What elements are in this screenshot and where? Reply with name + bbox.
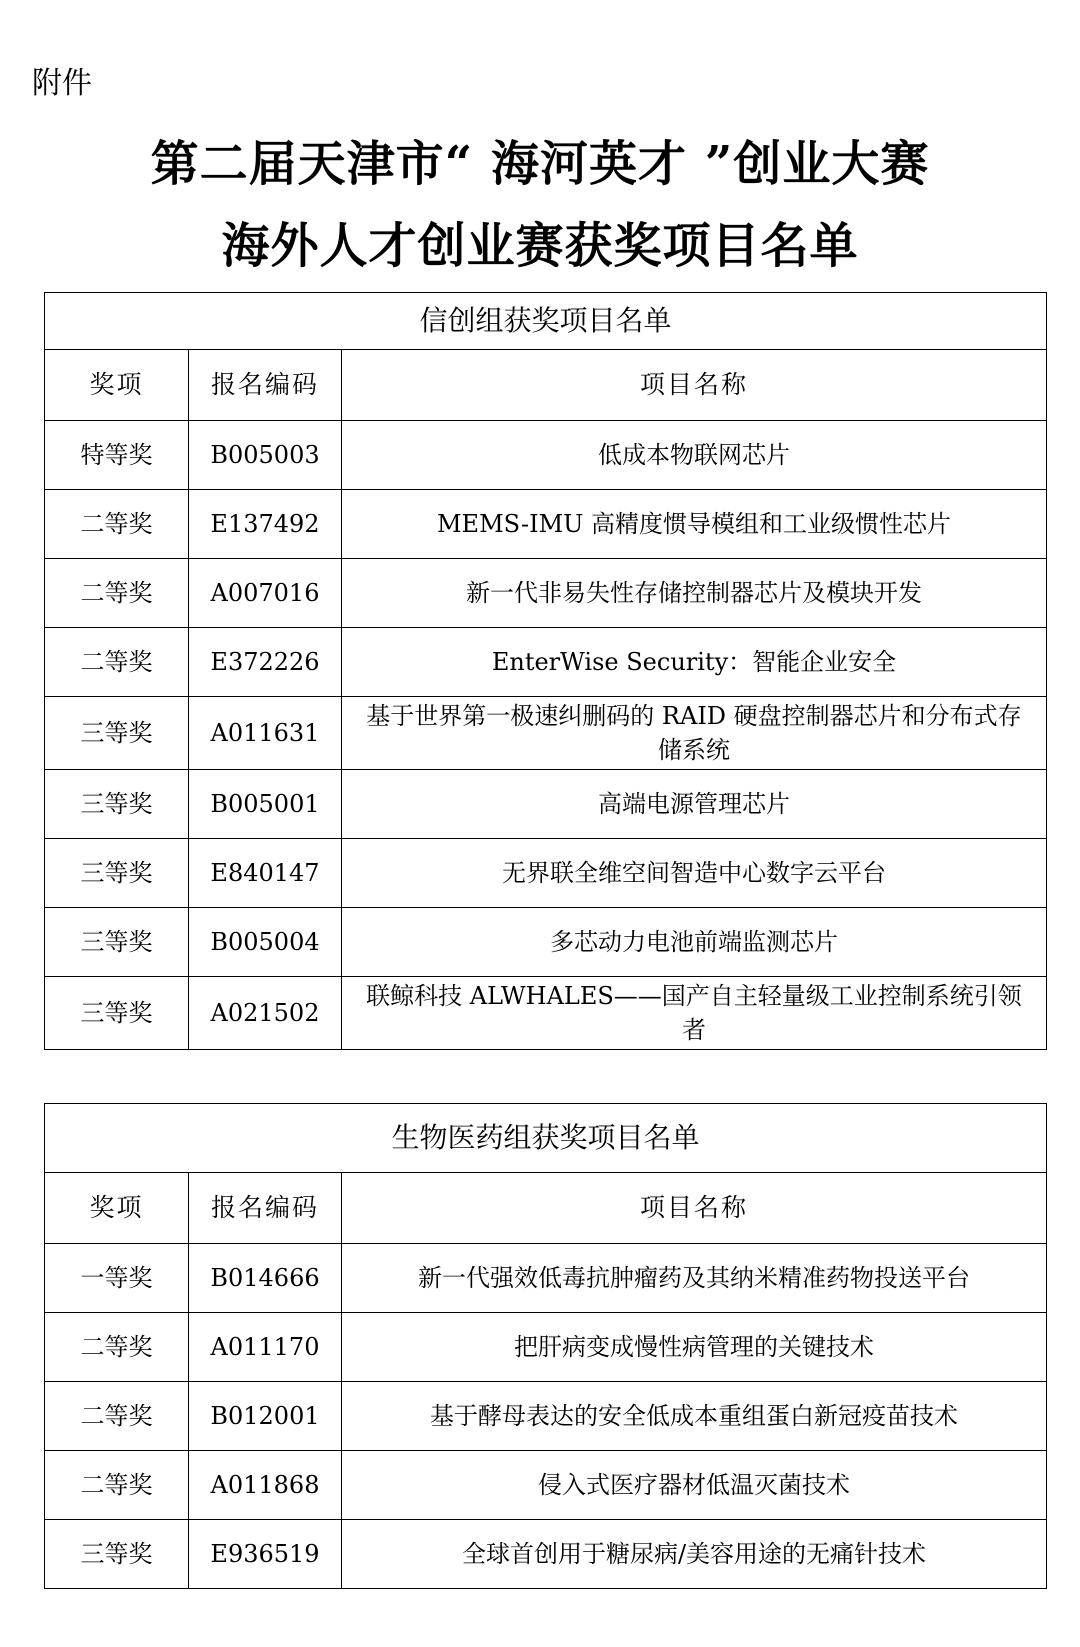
code-cell: A011170 [189,1313,342,1382]
code-cell: B014666 [189,1244,342,1313]
column-header-award: 奖项 [45,1173,189,1244]
code-cell: A011631 [189,697,342,770]
project-cell: 新一代强效低毒抗肿瘤药及其纳米精准药物投送平台 [342,1244,1047,1313]
project-cell: 把肝病变成慢性病管理的关键技术 [342,1313,1047,1382]
project-cell: 多芯动力电池前端监测芯片 [342,908,1047,977]
biomedicine-awards-table [44,1103,1047,1589]
code-cell: E936519 [189,1520,342,1589]
award-cell: 二等奖 [45,1313,189,1382]
award-cell: 三等奖 [45,770,189,839]
code-cell: E137492 [189,490,342,559]
table-row [45,1313,1047,1382]
code-cell: B005001 [189,770,342,839]
table-row [45,421,1047,490]
table-row [45,628,1047,697]
award-cell: 三等奖 [45,977,189,1050]
code-cell: B005004 [189,908,342,977]
award-cell: 二等奖 [45,628,189,697]
page-title-line2: 海外人才创业赛获奖项目名单 [221,218,859,274]
xinchuang-awards-table [44,292,1047,1050]
column-header-project: 项目名称 [342,350,1047,421]
award-cell: 三等奖 [45,1520,189,1589]
table-caption: 生物医药组获奖项目名单 [45,1104,1047,1173]
code-cell: E372226 [189,628,342,697]
project-cell: 基于酵母表达的安全低成本重组蛋白新冠疫苗技术 [342,1382,1047,1451]
code-cell: B005003 [189,421,342,490]
code-cell: E840147 [189,839,342,908]
table-row [45,1520,1047,1589]
table-row [45,908,1047,977]
column-header-code: 报名编码 [189,350,342,421]
award-cell: 三等奖 [45,697,189,770]
table-row [45,490,1047,559]
table-row [45,697,1047,770]
award-cell: 三等奖 [45,908,189,977]
code-cell: A007016 [189,559,342,628]
project-cell: 全球首创用于糖尿病/美容用途的无痛针技术 [342,1520,1047,1589]
code-cell: A011868 [189,1451,342,1520]
code-cell: A021502 [189,977,342,1050]
attachment-label: 附件 [32,66,92,101]
table-row [45,770,1047,839]
project-cell: 高端电源管理芯片 [342,770,1047,839]
code-cell: B012001 [189,1382,342,1451]
table-row [45,1451,1047,1520]
project-cell: 低成本物联网芯片 [342,421,1047,490]
column-header-project: 项目名称 [342,1173,1047,1244]
award-cell: 二等奖 [45,1451,189,1520]
column-header-code: 报名编码 [189,1173,342,1244]
page-title-line1: 第二届天津市“ 海河英才 ”创业大赛 [150,136,930,192]
project-cell: 无界联全维空间智造中心数字云平台 [342,839,1047,908]
table-header-row [45,1173,1047,1244]
project-cell: 新一代非易失性存储控制器芯片及模块开发 [342,559,1047,628]
table-row [45,1382,1047,1451]
award-cell: 三等奖 [45,839,189,908]
table-row [45,1244,1047,1313]
award-cell: 二等奖 [45,559,189,628]
project-cell: MEMS-IMU 高精度惯导模组和工业级惯性芯片 [342,490,1047,559]
project-cell: 联鲸科技 ALWHALES——国产自主轻量级工业控制系统引领者 [342,977,1047,1050]
award-cell: 二等奖 [45,490,189,559]
award-cell: 一等奖 [45,1244,189,1313]
table-row [45,977,1047,1050]
table-row [45,559,1047,628]
project-cell: EnterWise Security：智能企业安全 [342,628,1047,697]
column-header-award: 奖项 [45,350,189,421]
award-cell: 特等奖 [45,421,189,490]
table-row [45,839,1047,908]
project-cell: 侵入式医疗器材低温灭菌技术 [342,1451,1047,1520]
project-cell: 基于世界第一极速纠删码的 RAID 硬盘控制器芯片和分布式存储系统 [342,697,1047,770]
table-header-row [45,350,1047,421]
award-cell: 二等奖 [45,1382,189,1451]
table-caption: 信创组获奖项目名单 [45,293,1047,350]
